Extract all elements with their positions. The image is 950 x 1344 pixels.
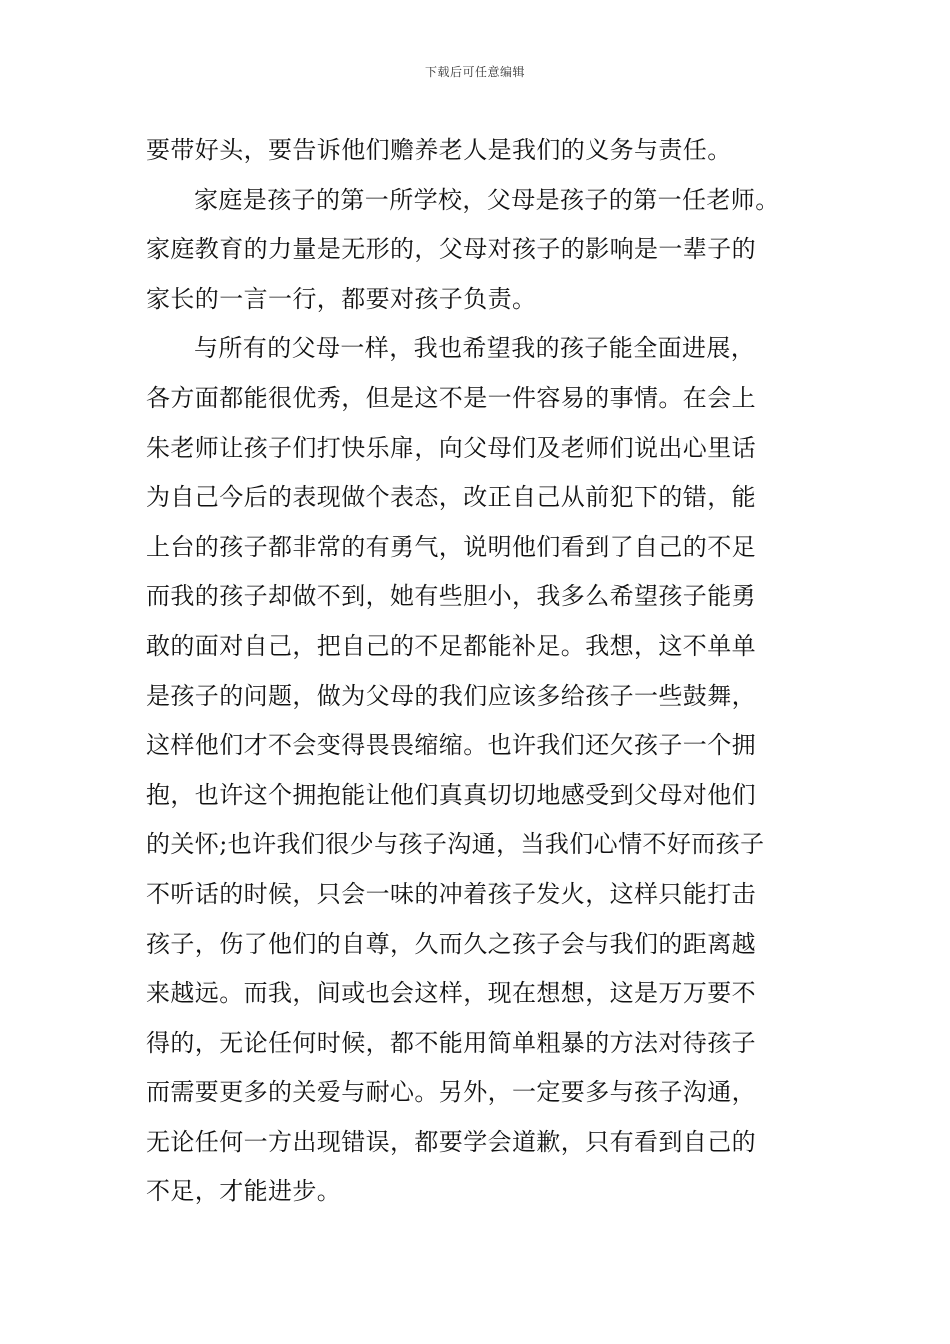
- text-line: 上台的孩子都非常的有勇气，说明他们看到了自己的不足: [146, 532, 756, 561]
- paragraph-start-line: 与所有的父母一样，我也希望我的孩子能全面进展，: [194, 334, 756, 363]
- text-line: 而需要更多的关爱与耐心。另外，一定要多与孩子沟通，: [146, 1078, 756, 1107]
- text-line: 的关怀;也许我们很少与孩子沟通，当我们心情不好而孩子: [146, 830, 765, 859]
- text-line: 要带好头，要告诉他们赡养老人是我们的义务与责任。: [146, 136, 732, 164]
- paragraph-start-line: 家庭是孩子的第一所学校，父母是孩子的第一任老师。: [194, 185, 780, 214]
- text-line: 为自己今后的表现做个表态，改正自己从前犯下的错，能: [146, 483, 756, 512]
- text-line: 抱，也许这个拥抱能让他们真真切切地感受到父母对他们: [146, 780, 756, 809]
- text-line: 来越远。而我，间或也会这样，现在想想，这是万万要不: [146, 979, 756, 1008]
- text-line: 各方面都能很优秀，但是这不是一件容易的事情。在会上: [146, 383, 756, 412]
- text-line: 无论任何一方出现错误，都要学会道歉，只有看到自己的: [146, 1127, 756, 1156]
- text-line: 不听话的时候，只会一味的冲着孩子发火，这样只能打击: [146, 879, 756, 908]
- text-line: 得的，无论任何时候，都不能用简单粗暴的方法对待孩子: [146, 1028, 756, 1057]
- text-line: 朱老师让孩子们打快乐扉，向父母们及老师们说出心里话: [146, 433, 756, 462]
- text-line: 孩子，伤了他们的自尊，久而久之孩子会与我们的距离越: [146, 929, 756, 958]
- document-body: [146, 126, 846, 1217]
- page-header-note: 下载后可任意编辑: [424, 65, 525, 79]
- text-line: 家庭教育的力量是无形的，父母对孩子的影响是一辈子的: [146, 235, 756, 264]
- text-line: 是孩子的问题，做为父母的我们应该多给孩子一些鼓舞，: [146, 681, 756, 710]
- text-line: 这样他们才不会变得畏畏缩缩。也许我们还欠孩子一个拥: [146, 731, 756, 760]
- text-line: 敢的面对自己，把自己的不足都能补足。我想，这不单单: [146, 631, 756, 660]
- text-line: 不足，才能进步。: [146, 1177, 342, 1206]
- text-line: 而我的孩子却做不到，她有些胆小，我多么希望孩子能勇: [146, 582, 756, 611]
- text-line: 家长的一言一行，都要对孩子负责。: [146, 284, 537, 313]
